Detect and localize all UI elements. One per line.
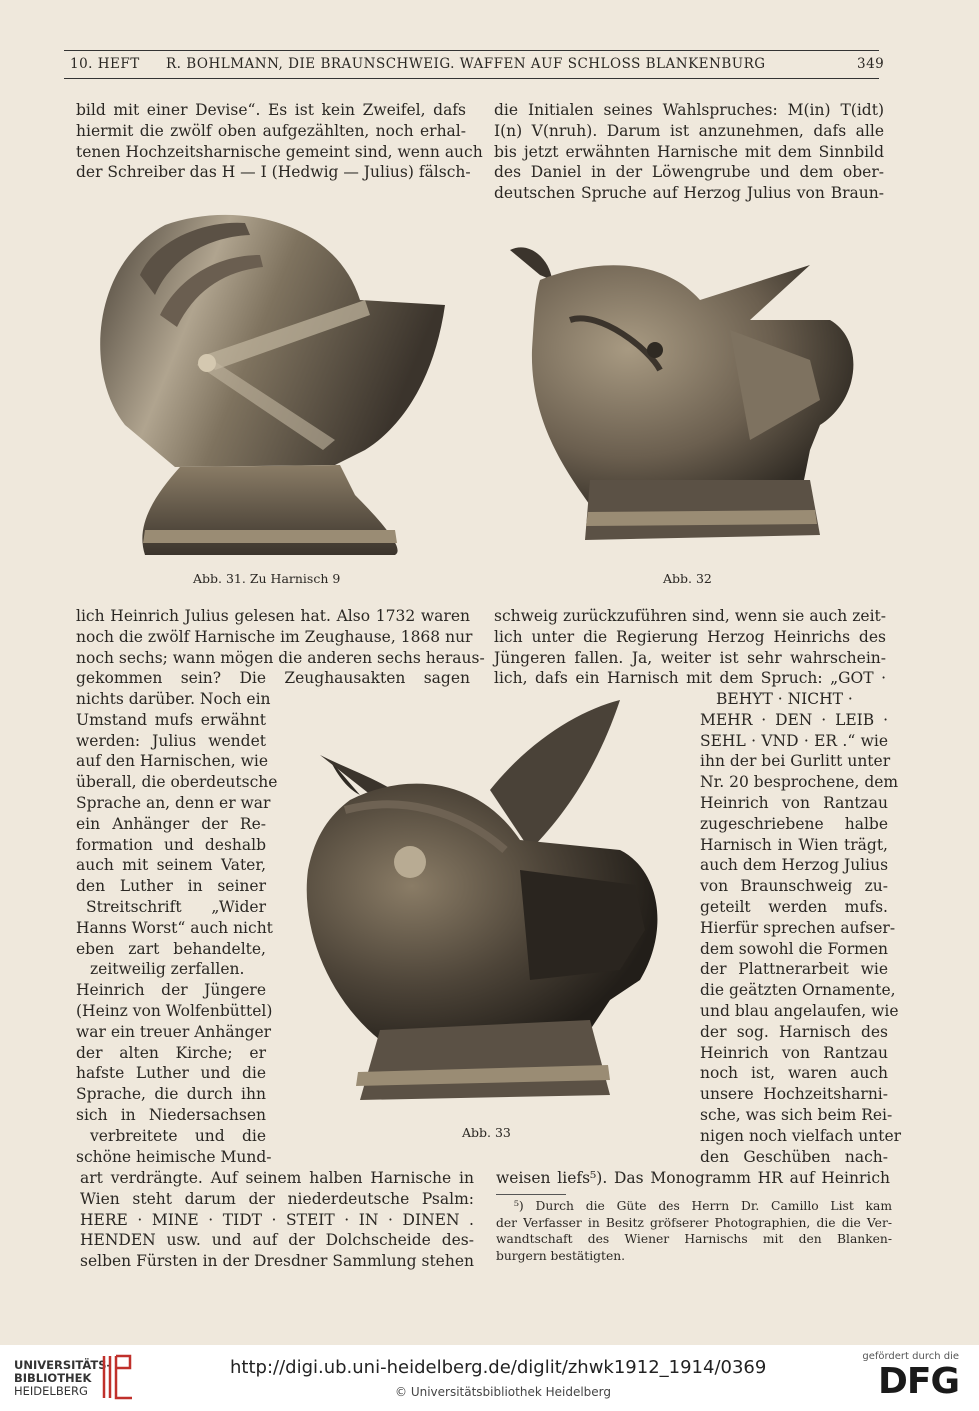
text-line: formation und deshalb <box>76 835 266 854</box>
text-line: lich, dafs ein Harnisch mit dem Spruch: „GOT · <box>494 669 886 688</box>
text-line: der alten Kirche; er <box>76 1043 266 1062</box>
text-line: selben Fürsten in der Dresdner Sammlung stehen <box>80 1252 474 1271</box>
text-line: ein Anhänger der Re- <box>76 814 266 833</box>
text-line: noch ist, waren auch <box>700 1064 888 1083</box>
header-page-number: 349 <box>857 56 885 72</box>
text-line: sich in Niedersachsen <box>76 1105 266 1124</box>
text-line: Umstand mufs erwähnt <box>76 710 266 729</box>
figure-31-helmet-image <box>85 205 465 570</box>
text-line: werden: Julius wendet <box>76 731 266 750</box>
text-line: auf den Harnischen, wie <box>76 752 269 771</box>
text-line: schöne heimische Mund- <box>76 1147 272 1166</box>
permalink-url[interactable]: http://digi.ub.uni-heidelberg.de/diglit/zhwk1912_1914/0369 <box>230 1357 767 1378</box>
text-line: lich unter die Regierung Herzog Heinrichs des <box>494 627 886 646</box>
mid-left-paragraph <box>76 606 485 689</box>
library-name <box>14 1359 111 1398</box>
header-title: R. BOHLMANN, DIE BRAUNSCHWEIG. WAFFEN AUF SCHLOSS BLANKENBURG <box>166 56 766 72</box>
dfg-logo: DFG <box>877 1361 959 1402</box>
footnote-line: burgern bestätigten. <box>496 1248 626 1263</box>
text-line: ihn der bei Gurlitt unter <box>700 752 891 771</box>
text-line: Hierfür sprechen aufser- <box>700 918 896 937</box>
text-line: hiermit die zwölf oben aufgezählten, noch erhal- <box>76 121 466 140</box>
text-line: die Initialen seines Wahlspruches: M(in) T(idt) <box>494 101 884 119</box>
figure-32-helmet-image <box>510 240 870 545</box>
text-line: Streitschrift „Wider <box>86 897 266 916</box>
footnote-line: der Verfasser in Besitz gröfserer Photographien, die die Ver- <box>496 1215 892 1230</box>
text-line: unsere Hochzeitsharni- <box>700 1085 888 1104</box>
text-line: des Daniel in der Löwengrube und dem ober- <box>494 163 884 182</box>
figure-33-helmet-image <box>290 700 690 1120</box>
text-line: Sprache, die durch ihn <box>76 1085 266 1104</box>
text-line: Jüngeren fallen. Ja, weiter ist sehr wahrschein- <box>494 648 886 667</box>
text-line: und blau angelaufen, wie <box>700 1001 899 1020</box>
text-line: der Plattnerarbeit wie <box>700 960 888 979</box>
text-line: art verdrängte. Auf seinem halben Harnische in <box>80 1169 474 1187</box>
text-line: tenen Hochzeitsharnische gemeint sind, wenn auch <box>76 142 483 161</box>
text-line: der sog. Harnisch des <box>700 1022 888 1041</box>
text-line: eben zart behandelte, <box>76 939 266 958</box>
text-line: Heinrich der Jüngere <box>76 981 266 1000</box>
text-line: auch dem Herzog Julius <box>700 856 889 875</box>
text-line: Heinrich von Rantzau <box>700 793 888 812</box>
text-line: weisen liefs⁵). Das Monogramm HR auf Heinrich <box>496 1169 890 1187</box>
figure-32-caption: Abb. 32 <box>663 571 712 586</box>
text-line: MEHR · DEN · LEIB · <box>700 710 888 729</box>
top-right-paragraph <box>494 100 884 204</box>
text-line: geteilt werden mufs. <box>700 897 888 916</box>
figure-33-caption: Abb. 33 <box>462 1125 511 1140</box>
header-rule-bottom <box>64 78 879 79</box>
text-line: nichts darüber. Noch ein <box>76 690 271 708</box>
text-line: sche, was sich beim Rei- <box>700 1105 893 1124</box>
text-line: den Luther in seiner <box>76 877 266 896</box>
top-left-paragraph <box>76 100 483 183</box>
text-line: BEHYT · NICHT · <box>716 690 853 708</box>
library-name-line: UNIVERSITÄTS- <box>14 1358 112 1372</box>
text-line: (Heinz von Wolfenbüttel) <box>76 1001 273 1020</box>
text-line: noch die zwölf Harnische im Zeughause, 1868 nur <box>76 627 473 646</box>
text-line: den Geschüben nach- <box>700 1147 888 1166</box>
funding-label: gefördert durch die <box>862 1351 959 1362</box>
text-line: bis jetzt erwähnten Harnische mit dem Sinnbild <box>494 142 884 161</box>
text-line: Harnisch in Wien trägt, <box>700 835 888 854</box>
bottom-right-paragraph <box>496 1168 890 1189</box>
viewer-footer <box>0 1345 979 1411</box>
text-line: nigen noch vielfach unter <box>700 1126 902 1145</box>
text-line: lich Heinrich Julius gelesen hat. Also 1732 waren <box>76 607 470 625</box>
text-line: deutschen Spruche auf Herzog Julius von Braun- <box>494 184 884 203</box>
text-line: verbreitete und die <box>90 1126 266 1145</box>
text-line: zeitweilig zerfallen. <box>90 960 245 979</box>
bottom-left-paragraph <box>80 1168 474 1272</box>
copyright-notice: © Universitätsbibliothek Heidelberg <box>395 1385 612 1399</box>
library-name-line: HEIDELBERG <box>14 1384 88 1398</box>
text-line: der Schreiber das H — I (Hedwig — Julius) fälsch- <box>76 163 471 182</box>
text-line: auch mit seinem Vater, <box>76 856 266 875</box>
text-line: Nr. 20 besprochene, dem <box>700 773 899 792</box>
text-line: gekommen sein? Die Zeughausakten sagen <box>76 669 470 688</box>
text-line: HERE · MINE · TIDT · STEIT · IN · DINEN . <box>80 1210 474 1229</box>
text-line: hafste Luther und die <box>76 1064 266 1083</box>
text-line: Sprache an, denn er war <box>76 793 271 812</box>
left-wrap-column <box>76 689 278 1167</box>
figure-31-caption: Abb. 31. Zu Harnisch 9 <box>193 571 341 586</box>
header-issue: 10. HEFT <box>70 56 140 72</box>
text-line: überall, die oberdeutsche <box>76 773 278 792</box>
mid-right-paragraph <box>494 606 886 689</box>
library-name-line: BIBLIOTHEK <box>14 1371 92 1385</box>
header-rule-top <box>64 50 879 51</box>
text-line: Wien steht darum der niederdeutsche Psalm: <box>80 1189 474 1208</box>
footnote-line: wandtschaft des Wiener Harnischs mit den Blanken- <box>496 1232 892 1246</box>
text-line: noch sechs; wann mögen die anderen sechs heraus- <box>76 648 485 667</box>
library-logo-icon <box>100 1352 136 1402</box>
text-line: war ein treuer Anhänger <box>76 1022 272 1041</box>
text-line: Hanns Worst“ auch nicht <box>76 918 273 937</box>
text-line: HENDEN usw. und auf der Dolchscheide des- <box>80 1231 474 1250</box>
footnote-rule <box>496 1194 566 1195</box>
text-line: SEHL · VND · ER .“ wie <box>700 731 888 750</box>
text-line: Heinrich von Rantzau <box>700 1043 888 1062</box>
text-line: bild mit einer Devise“. Es ist kein Zweifel, dafs <box>76 101 466 119</box>
footnote <box>496 1198 892 1264</box>
right-wrap-column <box>700 689 902 1167</box>
text-line: die geätzten Ornamente, <box>700 981 896 1000</box>
text-line: I(n) V(nruh). Darum ist anzunehmen, dafs alle <box>494 121 884 140</box>
text-line: schweig zurückzuführen sind, wenn sie auch zeit- <box>494 607 886 625</box>
text-line: von Braunschweig zu- <box>700 877 888 896</box>
text-line: dem sowohl die Formen <box>700 939 888 958</box>
text-line: zugeschriebene halbe <box>700 814 888 833</box>
footnote-line: ⁵) Durch die Güte des Herrn Dr. Camillo List kam <box>514 1199 892 1213</box>
